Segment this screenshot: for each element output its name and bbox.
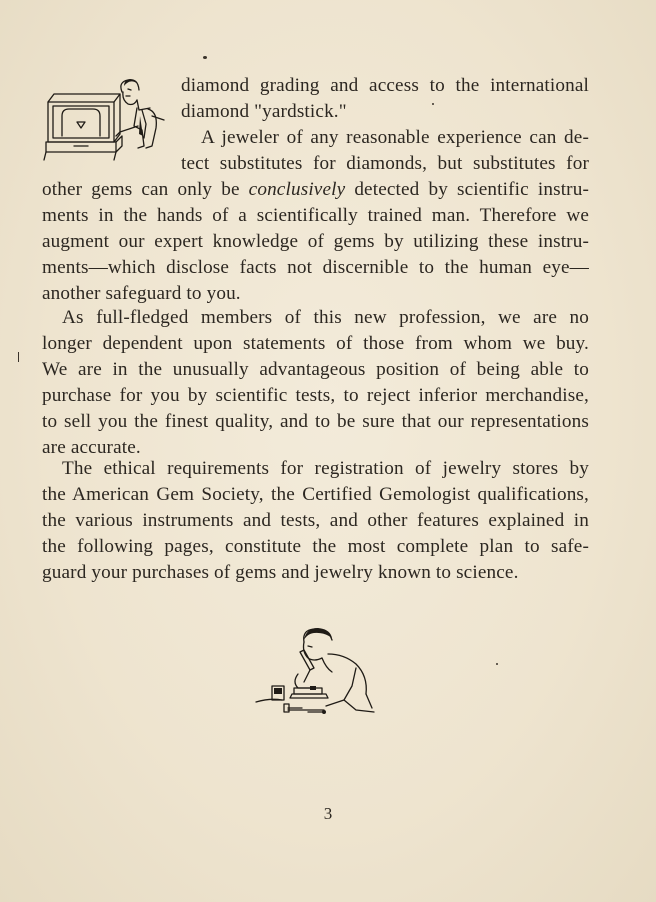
text-line: longer dependent upon statements of those from whom we buy. [42,333,589,354]
text-line: are accurate. [42,437,141,458]
text-line: to sell you the finest quality, and to be sure that our representations [42,411,589,432]
paragraph-profession [42,305,589,461]
gemologist-microscope-illustration [252,624,382,720]
text-line: A jeweler of any reasonable experience can de- [201,127,589,148]
text-line: augment our expert knowledge of gems by utilizing these instru- [42,231,589,252]
text-line: We are in the unusually advantageous position of being able to [42,359,589,380]
text-line-with-emphasis [42,177,589,203]
page-number: 3 [323,804,333,823]
text-line: diamond grading and access to the international [181,75,589,96]
text-line: the following pages, constitute the most complete plan to safe- [42,536,589,557]
ink-speck [496,663,498,665]
text-line: The ethical requirements for registration of jewelry stores by [62,458,589,479]
text-segment: other gems can only be [42,179,249,200]
paragraph-safeguard-plan [42,456,589,586]
text-line: purchase for you by scientific tests, to reject inferior merchandise, [42,385,589,406]
text-line: ments—which disclose facts not discernible to the human eye— [42,257,589,278]
emphasized-word: conclusively [248,179,346,200]
paragraph-instruments [42,125,589,307]
ink-speck [18,352,19,362]
text-line: As full-fledged members of this new profession, we are no [62,307,589,328]
text-line: another safeguard to you. [42,283,241,304]
ink-speck [203,56,207,59]
text-line: diamond "yardstick." [181,101,347,122]
text-line: guard your purchases of gems and jewelry known to science. [42,562,519,583]
text-line: the American Gem Society, the Certified Gemologist qualifications, [42,484,589,505]
paragraph-continuation [181,73,589,125]
text-line: ments in the hands of a scientifically trained man. Therefore we [42,205,589,226]
text-line: tect substitutes for diamonds, but substitutes for [181,153,589,174]
text-line: the various instruments and tests, and other features explained in [42,510,589,531]
text-segment: detected by scientific instru- [345,179,589,200]
